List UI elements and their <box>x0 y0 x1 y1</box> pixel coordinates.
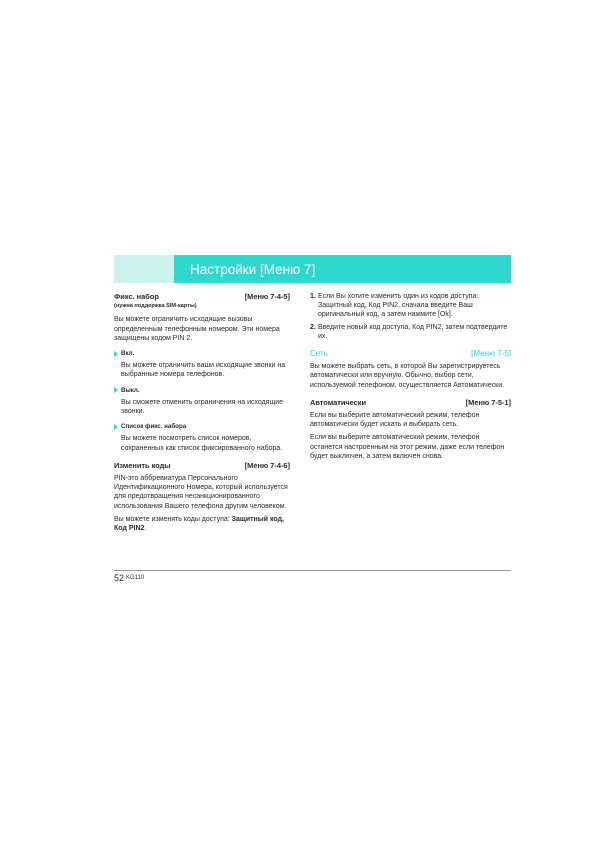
change-codes-desc2 <box>114 515 290 533</box>
network-title: Сеть <box>310 349 328 359</box>
fixed-dial-desc: Вы можете ограничить исходящие вызовы определенным телефонным номером. Эти номера защищены кодом PIN 2. <box>114 316 280 342</box>
change-codes-desc: PIN-это аббревиатура Персонального Идентификационного Номера, который используется для предотвращения несанкционированного использования Вашего телефона другим человеком. <box>114 475 288 510</box>
network-menu: [Меню 7-5] <box>471 349 511 359</box>
desc2-prefix: Вы можете изменять коды доступа: <box>114 515 232 523</box>
network-heading <box>310 349 511 358</box>
option-on-label: Вкл. <box>121 350 135 358</box>
automatic-menu: [Меню 7-5-1] <box>465 397 511 407</box>
list-item <box>310 323 511 341</box>
desc2-bold: Защитный код, Код PIN2 <box>114 515 284 533</box>
automatic-heading <box>310 398 511 407</box>
option-list-text: Вы можете посмотреть список номеров, сохраненных как список фиксированного набора. <box>121 435 283 452</box>
left-column <box>114 292 290 533</box>
fixed-dial-heading <box>114 292 290 301</box>
bullet-triangle-icon <box>114 351 118 357</box>
right-column <box>310 292 511 461</box>
sim-note: (нужна поддержка SIM-карты) <box>114 303 197 310</box>
fixed-dial-title: Фикс. набор <box>114 292 159 301</box>
model-name: KG110 <box>126 575 145 581</box>
step-text: Если Вы хотите изменить один из кодов доступа: Защитный код, Код PIN2, сначала введите Ваш оригинальный код, а затем нажмите [Ok]. <box>318 293 479 319</box>
option-list <box>114 422 290 431</box>
page-number: 52 <box>114 573 125 583</box>
step-number: 1. <box>310 293 316 300</box>
step-number: 2. <box>310 323 316 331</box>
bullet-triangle-icon <box>114 424 118 430</box>
automatic-desc1: Если вы выберите автоматический режим, телефон автоматически будет искать и выбирать сеть. <box>310 412 480 429</box>
bullet-triangle-icon <box>114 387 118 393</box>
option-off-text: Вы сможете отменить ограничения на исходящие звонки. <box>121 398 284 416</box>
option-off-label: Выкл. <box>121 386 140 394</box>
network-desc: Вы можете выбрать сеть, в которой Вы зарегистрируетесь автоматически или вручную. Обычно, выбор сети, используемой телефоном, осуществляется Автоматически. <box>310 363 505 389</box>
steps-list <box>310 292 511 341</box>
desc2-suffix: . <box>144 525 147 533</box>
option-list-label: Список фикс. набора <box>121 423 187 431</box>
page-title: Настройки [Меню 7] <box>190 262 316 277</box>
automatic-title: Автоматически <box>310 397 367 407</box>
automatic-desc2: Если вы выберите автоматический режим, телефон останется настроенным на этот режим, даже если телефон будет выключен, а затем включен снова. <box>310 434 505 460</box>
option-off <box>114 386 290 395</box>
option-on <box>114 349 290 358</box>
change-codes-heading <box>114 461 290 470</box>
change-codes-menu: [Меню 7-4-6] <box>244 460 290 470</box>
change-codes-title: Изменить коды <box>114 460 171 470</box>
header-banner-light <box>114 255 174 283</box>
option-on-text: Вы можете ограничить ваши исходящие звонки на выбранные номера телефонов. <box>121 362 286 379</box>
footer-divider <box>114 570 511 571</box>
step-text: Введите новый код доступа, Код PIN2, затем подтвердите их. <box>318 323 508 340</box>
list-item <box>310 292 511 320</box>
fixed-dial-menu: [Меню 7-4-5] <box>244 292 290 301</box>
